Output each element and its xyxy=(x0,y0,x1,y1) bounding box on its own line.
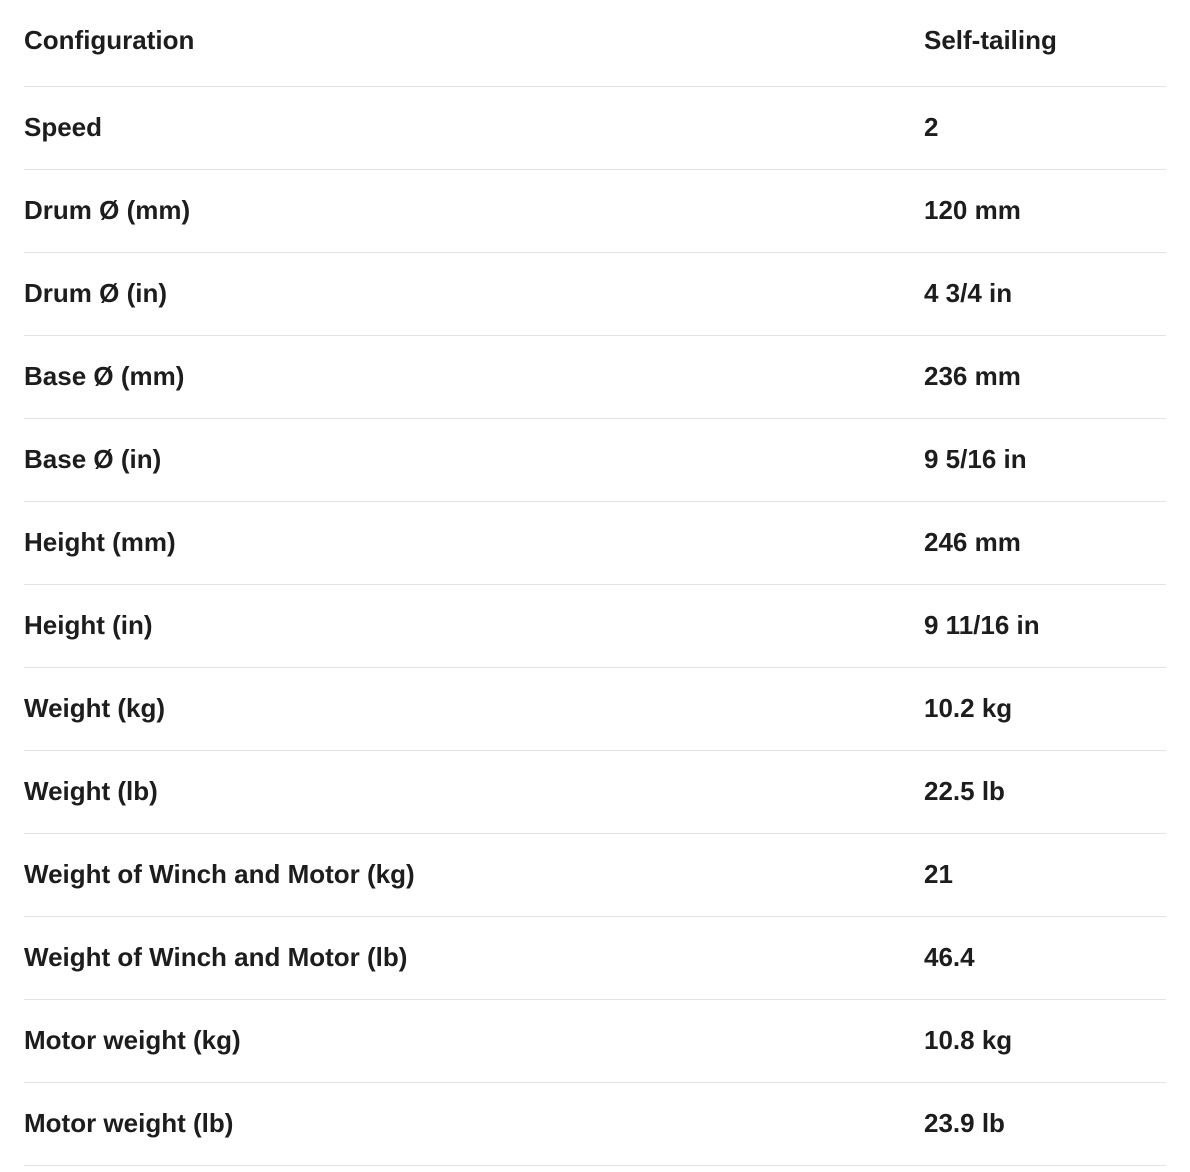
row-value: 10.2 kg xyxy=(924,668,1166,751)
row-value: 9 5/16 in xyxy=(924,419,1166,502)
row-value: 4 3/4 in xyxy=(924,253,1166,336)
table-body xyxy=(24,87,1166,1166)
row-label: Drum Ø (mm) xyxy=(24,170,924,253)
row-label: Weight (kg) xyxy=(24,668,924,751)
row-value: 246 mm xyxy=(924,502,1166,585)
specifications-table xyxy=(24,0,1166,1166)
column-header-self-tailing: Self-tailing xyxy=(924,0,1166,87)
table-row xyxy=(24,170,1166,253)
row-label: Weight of Winch and Motor (lb) xyxy=(24,917,924,1000)
row-value: 46.4 xyxy=(924,917,1166,1000)
row-label: Height (in) xyxy=(24,585,924,668)
row-label: Motor weight (lb) xyxy=(24,1083,924,1166)
row-label: Height (mm) xyxy=(24,502,924,585)
row-label: Speed xyxy=(24,87,924,170)
table-row xyxy=(24,336,1166,419)
table-row xyxy=(24,419,1166,502)
row-value: 9 11/16 in xyxy=(924,585,1166,668)
table-row xyxy=(24,668,1166,751)
row-value: 2 xyxy=(924,87,1166,170)
row-value: 22.5 lb xyxy=(924,751,1166,834)
table-row xyxy=(24,834,1166,917)
row-label: Base Ø (mm) xyxy=(24,336,924,419)
table-row xyxy=(24,253,1166,336)
row-label: Weight of Winch and Motor (kg) xyxy=(24,834,924,917)
table-row xyxy=(24,1000,1166,1083)
table-header xyxy=(24,0,1166,87)
row-value: 10.8 kg xyxy=(924,1000,1166,1083)
table-row xyxy=(24,917,1166,1000)
table-row xyxy=(24,751,1166,834)
table-row xyxy=(24,87,1166,170)
table-header-row xyxy=(24,0,1166,87)
column-header-configuration: Configuration xyxy=(24,0,924,87)
row-value: 23.9 lb xyxy=(924,1083,1166,1166)
row-value: 21 xyxy=(924,834,1166,917)
row-value: 236 mm xyxy=(924,336,1166,419)
row-label: Motor weight (kg) xyxy=(24,1000,924,1083)
row-label: Drum Ø (in) xyxy=(24,253,924,336)
table-row xyxy=(24,585,1166,668)
row-label: Base Ø (in) xyxy=(24,419,924,502)
row-label: Weight (lb) xyxy=(24,751,924,834)
row-value: 120 mm xyxy=(924,170,1166,253)
table-row xyxy=(24,502,1166,585)
table-row xyxy=(24,1083,1166,1166)
